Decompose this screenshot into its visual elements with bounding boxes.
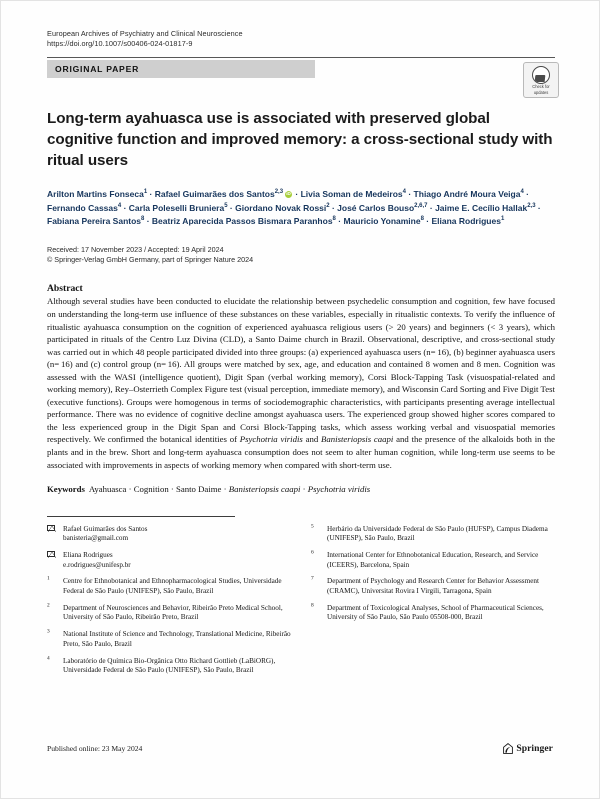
corresponding-author-name: Rafael Guimarães dos Santos — [63, 524, 148, 533]
correspondence-item — [47, 525, 291, 544]
journal-name: European Archives of Psychiatry and Clinical Neuroscience — [47, 29, 243, 38]
affiliations-divider — [47, 516, 235, 517]
publisher-logo — [503, 743, 553, 754]
page-footer — [47, 743, 553, 754]
corresponding-author-email[interactable]: e.rodrigues@unifesp.br — [63, 560, 131, 569]
affiliation-marker: 7 — [311, 575, 314, 582]
affiliation-marker: 5 — [311, 523, 314, 530]
affiliation-marker: 2 — [47, 602, 50, 609]
affiliation-item — [311, 525, 555, 544]
affiliation-marker: 4 — [47, 655, 50, 662]
affiliation-item — [311, 577, 555, 596]
affiliation-item — [47, 604, 291, 623]
affiliation-text: Department of Psychology and Research Center for Behavior Assessment (CRAMC), Universitat Rovira I Virgili, Tarragona, Spain — [327, 577, 539, 596]
correspondence-item — [47, 551, 291, 570]
affiliation-marker: 6 — [311, 549, 314, 556]
affiliations — [47, 525, 555, 683]
affiliations-column-right — [311, 525, 555, 683]
affiliation-item — [47, 657, 291, 676]
doi-link[interactable]: https://doi.org/10.1007/s00406-024-01817-9 — [47, 39, 193, 49]
affiliation-text: Laboratório de Química Bio-Orgânica Otto Richard Gottlieb (LaBiORG), Universidade Federal de São Paulo (UNIFESP), São Paulo, Brazil — [63, 656, 276, 675]
journal-header — [47, 29, 555, 49]
abstract-heading: Abstract — [47, 283, 83, 295]
orcid-icon[interactable] — [285, 191, 292, 198]
affiliation-item — [311, 604, 555, 623]
check-for-updates-badge[interactable] — [523, 62, 559, 98]
affiliation-item — [47, 630, 291, 649]
page-content — [47, 29, 555, 683]
publication-dates — [47, 245, 555, 266]
check-for-updates-line2: updates — [533, 90, 549, 96]
envelope-icon — [47, 551, 63, 570]
springer-logo-icon — [503, 743, 513, 754]
copyright-line: © Springer-Verlag GmbH Germany, part of Springer Nature 2024 — [47, 255, 254, 265]
affiliation-item — [47, 577, 291, 596]
affiliation-text: International Center for Ethnobotanical Education, Research, and Service (ICEERS), Barcelona, Spain — [327, 550, 539, 569]
keywords-label: Keywords — [47, 484, 85, 495]
keywords-items: Ayahuasca · Cognition · Santo Daime · Banisteriopsis caapi · Psychotria viridis — [88, 484, 371, 495]
page-title: Long-term ayahuasca use is associated with preserved global cognitive function and improved memory: a cross-sectional study with ritual users — [47, 110, 553, 170]
affiliation-text: Department of Toxicological Analyses, School of Pharmaceutical Sciences, University of São Paulo, São Paulo 05508-000, Brazil — [327, 603, 544, 622]
affiliation-text: Centre for Ethnobotanical and Ethnopharmacological Studies, Universidade Federal de São Paulo (UNIFESP), São Paulo, Brazil — [63, 577, 282, 596]
affiliation-text: Herbário da Universidade Federal de São Paulo (HUFSP), Campus Diadema (UNIFESP), São Paulo, Brazil — [327, 524, 548, 543]
affiliations-column-left — [47, 525, 291, 683]
keywords-line — [47, 483, 555, 495]
author-list: Arilton Martins Fonseca$^1$ · Rafael Guimarães dos Santos$^{2,3}$iD · Livia Soman de Medeiros$^4$ · Thiago André Moura Veiga$^4$ · Fernando Cassas$^4$ · Carla Poleselli Bruniera$^5$ · Giordano Novak Rossi$^2$ · José Carlos Bouso$^{2,6,7}$ · Jaime E. Cecílio Hallak$^{2,3}$ · Fabiana Pereira Santos$^8$ · Beatriz Aparecida Passos Bismara Paranhos$^8$ · Mauricio Yonamine$^8$ · Eliana Rodrigues$^1$ — [47, 188, 555, 228]
publisher-name: Springer — [516, 743, 553, 754]
article-type-banner — [47, 60, 315, 78]
envelope-icon — [47, 525, 63, 544]
corresponding-author-email[interactable]: banisteria@gmail.com — [63, 534, 129, 543]
corresponding-author-name: Eliana Rodrigues — [63, 550, 113, 559]
article-type-label: ORIGINAL PAPER — [55, 64, 140, 75]
check-for-updates-line1: Check for — [532, 84, 550, 90]
check-for-updates-icon — [532, 66, 550, 84]
affiliation-marker: 3 — [47, 628, 50, 635]
affiliation-marker: 8 — [311, 602, 314, 609]
affiliation-text: Department of Neurosciences and Behavior, Ribeirão Preto Medical School, University of São Paulo, Ribeirão Preto, Brazil — [63, 603, 283, 622]
published-online: Published online: 23 May 2024 — [47, 744, 143, 753]
received-accepted-line: Received: 17 November 2023 / Accepted: 19 April 2024 — [47, 244, 224, 254]
abstract-body: Although several studies have been conducted to elucidate the relationship between psychedelic consumption and cognition, few have focused on understanding the long-term use influence of these substances on these variables, especially in ritualistic contexts. To verify the influence of ritualistic ayahuasca consumption on the cognition of experienced ayahuasca religious users (> 20 years) and beginners (< 3 years), which participated in rituals of the Centro Luz Divina (CLD), a Santo Daime church in Brazil. Observational, descriptive, and cross-sectional study was carried out in which 48 people participated divided into three groups: (a) experienced ayahuasca users (n= 16), (b) beginner ayahuasca users (n= 16) and (c) control group (n= 16). All groups were matched by sex, age, and education and contained 8 women and 8 men. Cognition was assessed with the WASI (intelligence quotient), Digit Span (verbal working memory), Corsi Block-Tapping Task (visuospatial-related and working memory), Rey–Osterrieth Complex Figure test (visual perception, immediate memory), and Wisconsin Card Sorting and Five Digit Test (executive functions). Groups were homogenous in terms of sociodemographic characteristics, with participants presenting average intellectual performance. There was no evidence of cognitive decline amongst ayahuasca users. The experienced group showed higher scores compared to the less experienced group in the Digit Span and Corsi Block-Tapping tasks, which assess working verbal and visuospatial memories respectively. We confirmed the botanical identities of Psychotria viridis and Banisteriopsis caapi and the presence of the alkaloids both in the plants and in the brew. Short and long-term ayahuasca consumption does not seem to alter human cognition, while long-term use seems to be associated with improvements in aspects of working memory when compared with short-term use. — [47, 296, 555, 470]
affiliation-text: National Institute of Science and Technology, Translational Medicine, Ribeirão Preto, São Paulo, Brazil — [63, 630, 291, 648]
affiliation-item — [311, 551, 555, 570]
affiliation-marker: 1 — [47, 575, 50, 582]
article-type-row — [47, 58, 555, 96]
